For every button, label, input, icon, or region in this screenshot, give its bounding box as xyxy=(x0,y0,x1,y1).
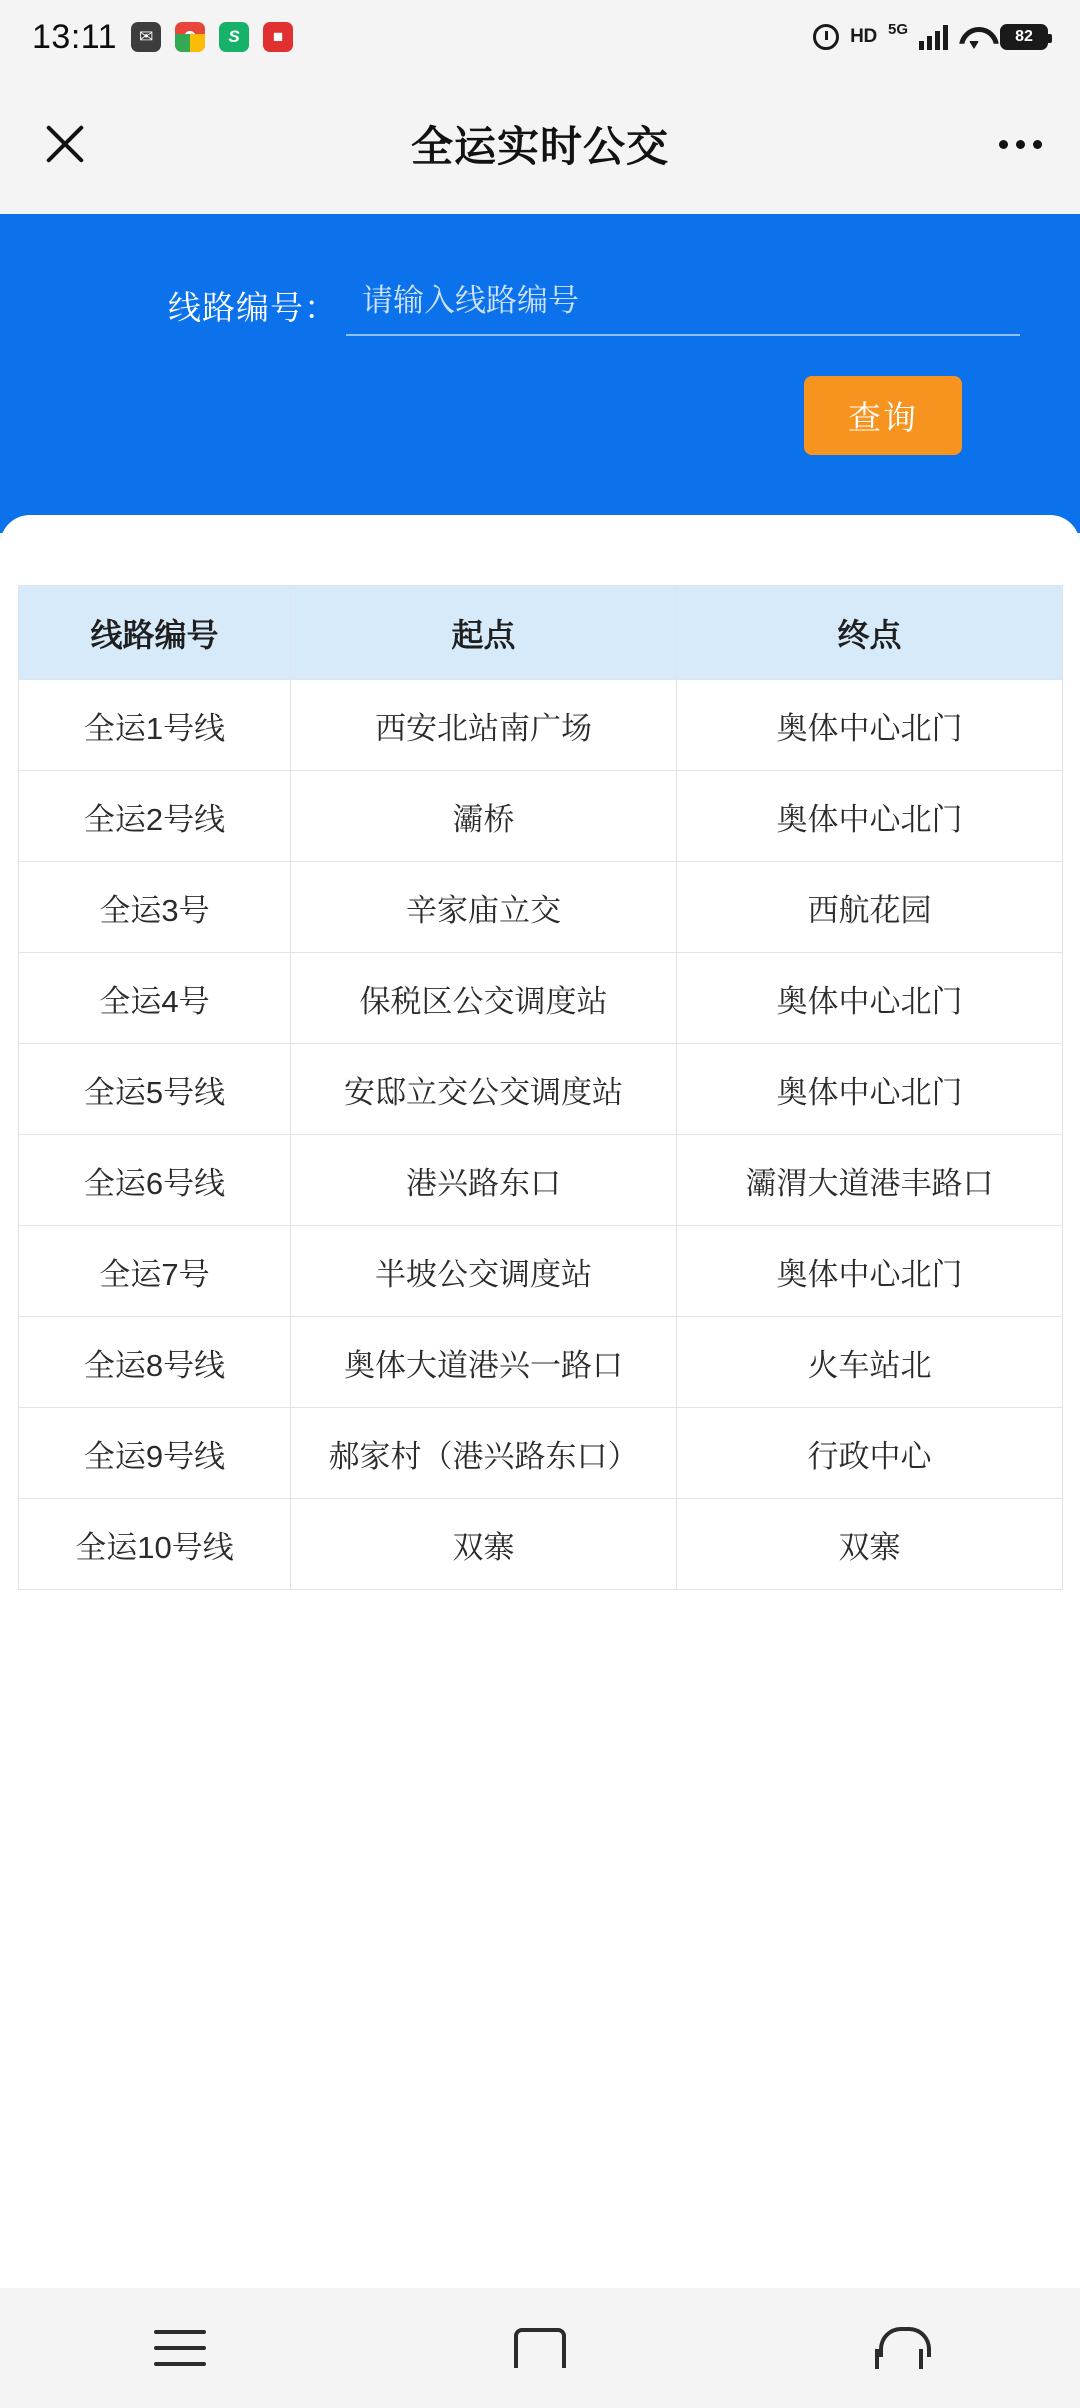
message-icon: ✉ xyxy=(131,22,161,52)
close-icon[interactable] xyxy=(38,117,92,171)
status-bar-right xyxy=(813,20,1048,50)
route-destination: 奥体中心北门 xyxy=(677,680,1063,771)
search-panel xyxy=(0,214,1080,533)
route-origin: 灞桥 xyxy=(291,771,677,862)
route-code[interactable]: 全运10号线 xyxy=(19,1499,291,1590)
route-code[interactable]: 全运1号线 xyxy=(19,680,291,771)
table-row[interactable] xyxy=(19,1408,1063,1499)
route-origin: 安邸立交公交调度站 xyxy=(291,1044,677,1135)
menu-icon[interactable] xyxy=(120,2313,240,2383)
hd-icon: HD xyxy=(850,26,877,47)
status-clock: 13:11 xyxy=(32,17,118,56)
status-bar-left xyxy=(32,18,293,57)
route-origin: 半坡公交调度站 xyxy=(291,1226,677,1317)
route-code[interactable]: 全运3号 xyxy=(19,862,291,953)
route-number-input[interactable] xyxy=(346,274,1020,336)
table-row[interactable] xyxy=(19,953,1063,1044)
route-origin: 西安北站南广场 xyxy=(291,680,677,771)
wifi-icon xyxy=(959,25,989,49)
route-destination: 西航花园 xyxy=(677,862,1063,953)
route-table-body xyxy=(19,680,1063,1590)
content-card xyxy=(0,515,1080,2288)
signal-icon xyxy=(919,24,948,50)
route-destination: 奥体中心北门 xyxy=(677,953,1063,1044)
route-number-label: 线路编号： xyxy=(168,288,338,326)
table-row[interactable] xyxy=(19,1317,1063,1408)
route-code[interactable]: 全运8号线 xyxy=(19,1317,291,1408)
route-origin: 港兴路东口 xyxy=(291,1135,677,1226)
page-title: 全运实时公交 xyxy=(410,123,669,170)
table-row[interactable] xyxy=(19,1135,1063,1226)
route-destination: 灞渭大道港丰路口 xyxy=(677,1135,1063,1226)
battery-level: 82 xyxy=(1015,28,1033,45)
query-button[interactable]: 查询 xyxy=(804,376,962,455)
app-red-icon: ■ xyxy=(263,22,293,52)
app-s-icon: S xyxy=(219,22,249,52)
status-bar xyxy=(0,0,1080,74)
table-header-destination: 终点 xyxy=(677,586,1063,680)
back-icon[interactable] xyxy=(840,2313,960,2383)
route-destination: 火车站北 xyxy=(677,1317,1063,1408)
route-code[interactable]: 全运9号线 xyxy=(19,1408,291,1499)
table-row[interactable] xyxy=(19,680,1063,771)
route-origin: 奥体大道港兴一路口 xyxy=(291,1317,677,1408)
route-destination: 双寨 xyxy=(677,1499,1063,1590)
route-code[interactable]: 全运7号 xyxy=(19,1226,291,1317)
route-destination: 奥体中心北门 xyxy=(677,1044,1063,1135)
table-row[interactable] xyxy=(19,1226,1063,1317)
table-row[interactable] xyxy=(19,771,1063,862)
table-row[interactable] xyxy=(19,862,1063,953)
route-destination: 奥体中心北门 xyxy=(677,1226,1063,1317)
route-destination: 行政中心 xyxy=(677,1408,1063,1499)
more-options-icon[interactable] xyxy=(999,140,1042,149)
home-icon[interactable] xyxy=(480,2313,600,2383)
route-code[interactable]: 全运4号 xyxy=(19,953,291,1044)
system-nav-bar xyxy=(0,2288,1080,2408)
chrome-icon xyxy=(175,22,205,52)
table-header-route-code: 线路编号 xyxy=(19,586,291,680)
query-button-row xyxy=(0,376,1080,455)
route-origin: 辛家庙立交 xyxy=(291,862,677,953)
route-origin: 保税区公交调度站 xyxy=(291,953,677,1044)
route-code[interactable]: 全运5号线 xyxy=(19,1044,291,1135)
table-header-row xyxy=(19,586,1063,680)
table-header-origin: 起点 xyxy=(291,586,677,680)
search-row xyxy=(168,274,1080,336)
table-row[interactable] xyxy=(19,1044,1063,1135)
battery-icon xyxy=(1000,24,1048,50)
table-row[interactable] xyxy=(19,1499,1063,1590)
route-origin: 双寨 xyxy=(291,1499,677,1590)
route-table xyxy=(18,585,1063,1590)
route-destination: 奥体中心北门 xyxy=(677,771,1063,862)
route-code[interactable]: 全运6号线 xyxy=(19,1135,291,1226)
alarm-icon xyxy=(813,24,839,50)
route-origin: 郝家村（港兴路东口） xyxy=(291,1408,677,1499)
app-title-bar xyxy=(0,74,1080,214)
route-code[interactable]: 全运2号线 xyxy=(19,771,291,862)
network-type-icon: 5G xyxy=(887,20,908,38)
